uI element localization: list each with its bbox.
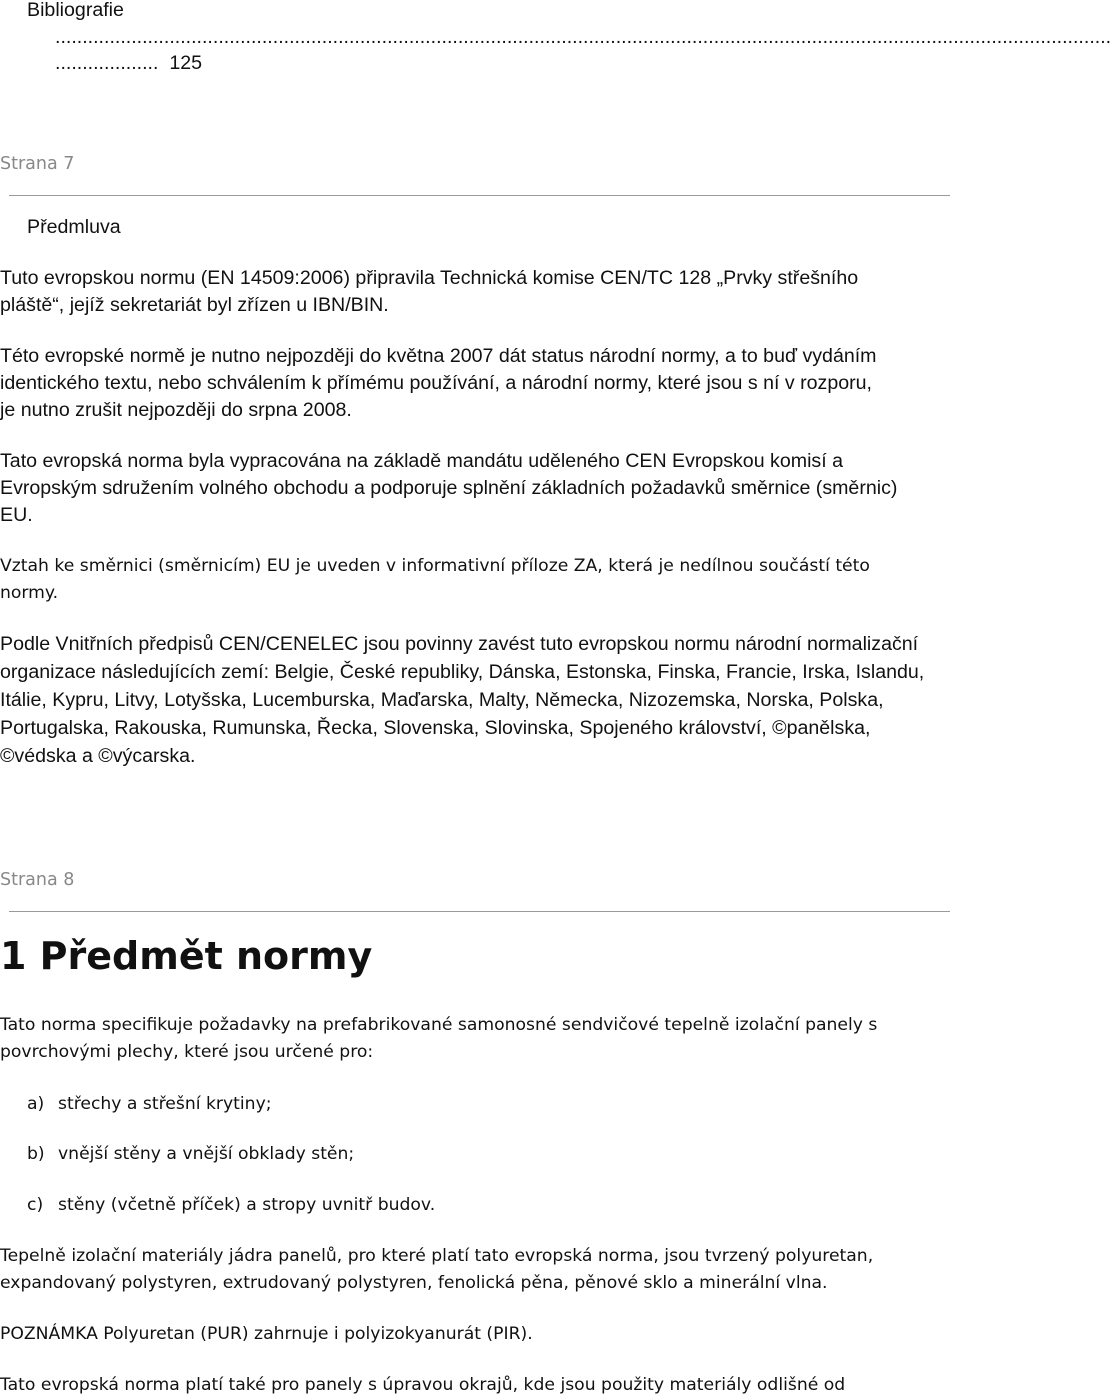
page-divider-8 [9, 911, 950, 912]
list-item [27, 1192, 435, 1220]
toc-entry-title: Bibliografie [27, 0, 124, 21]
list-item [27, 1091, 272, 1119]
paragraph-line: Tato norma specifikuje požadavky na prefabrikované samonosné sendvičové tepelně izolační panely s [0, 1015, 878, 1035]
toc-leader-dots-short: ................... [55, 52, 159, 74]
list-marker: c) [27, 1195, 44, 1215]
paragraph-line: Tepelně izolační materiály jádra panelů, pro které platí tato evropská norma, jsou tvrzený polyuretan, [0, 1246, 874, 1266]
paragraph-line: expandovaný polystyren, extrudovaný polystyren, fenolická pěna, pěnové sklo a minerální vlna. [0, 1273, 828, 1293]
paragraph-line: Portugalska, Rakouska, Rumunska, Řecka, Slovenska, Slovinska, Spojeného království, ©panělska, [0, 717, 871, 739]
paragraph-line: organizace následujících zemí: Belgie, České republiky, Dánska, Estonska, Finska, Francie, Irska, Islandu, [0, 661, 925, 683]
paragraph-line: Podle Vnitřních předpisů CEN/CENELEC jsou povinny zavést tuto evropskou normu národní normalizační [0, 633, 919, 655]
paragraph-line: identického textu, nebo schválením k přímému používání, a národní normy, které jsou s ní v rozporu, [0, 372, 872, 394]
paragraph-line: ©védska a ©výcarska. [0, 745, 196, 767]
section-heading: 1 Předmět normy [0, 934, 373, 978]
paragraph-line: EU. [0, 504, 33, 526]
paragraph-line: Itálie, Kypru, Litvy, Lotyšska, Lucemburska, Maďarska, Malty, Německa, Nizozemska, Norska, Polska, [0, 689, 884, 711]
paragraph-line: Vztah ke směrnici (směrnicím) EU je uveden v informativní příloze ZA, která je nedílnou součástí této [0, 556, 870, 576]
list-item-text: střechy a střešní krytiny; [58, 1094, 272, 1114]
scope-note: POZNÁMKA Polyuretan (PUR) zahrnuje i polyizokyanurát (PIR). [0, 1324, 533, 1344]
toc-leader-dots: .................................................................................................................................................................................................. [55, 26, 1111, 48]
paragraph-line: Tato evropská norma platí také pro panely s úpravou okrajů, kde jsou použity materiály odlišné od [0, 1375, 846, 1395]
paragraph-line: normy. [0, 583, 59, 603]
toc-leader-end [55, 50, 202, 77]
page-label-7: Strana 7 [0, 154, 75, 174]
list-marker: a) [27, 1094, 45, 1114]
paragraph-line: Tuto evropskou normu (EN 14509:2006) připravila Technická komise CEN/TC 128 „Prvky střešního [0, 267, 859, 289]
page-label-8: Strana 8 [0, 870, 75, 890]
list-marker: b) [27, 1144, 45, 1164]
list-item-text: vnější stěny a vnější obklady stěn; [58, 1144, 355, 1164]
toc-page-number: 125 [169, 52, 203, 74]
paragraph-line: je nutno zrušit nejpozději do srpna 2008. [0, 399, 352, 421]
list-item [27, 1141, 354, 1169]
paragraph-line: Tato evropská norma byla vypracována na základě mandátu uděleného CEN Evropskou komisí a [0, 450, 843, 472]
foreword-heading: Předmluva [27, 216, 121, 238]
list-item-text: stěny (včetně příček) a stropy uvnitř budov. [58, 1195, 436, 1215]
paragraph-line: Evropským sdružením volného obchodu a podporuje splnění základních požadavků směrnice (směrnic) [0, 477, 898, 499]
paragraph-line: pláště“, jejíž sekretariát byl zřízen u IBN/BIN. [0, 294, 389, 316]
paragraph-line: povrchovými plechy, které jsou určené pro: [0, 1042, 374, 1062]
paragraph-line: Této evropské normě je nutno nejpozději do května 2007 dát status národní normy, a to buď vydáním [0, 345, 877, 367]
page-divider-7 [9, 195, 950, 196]
